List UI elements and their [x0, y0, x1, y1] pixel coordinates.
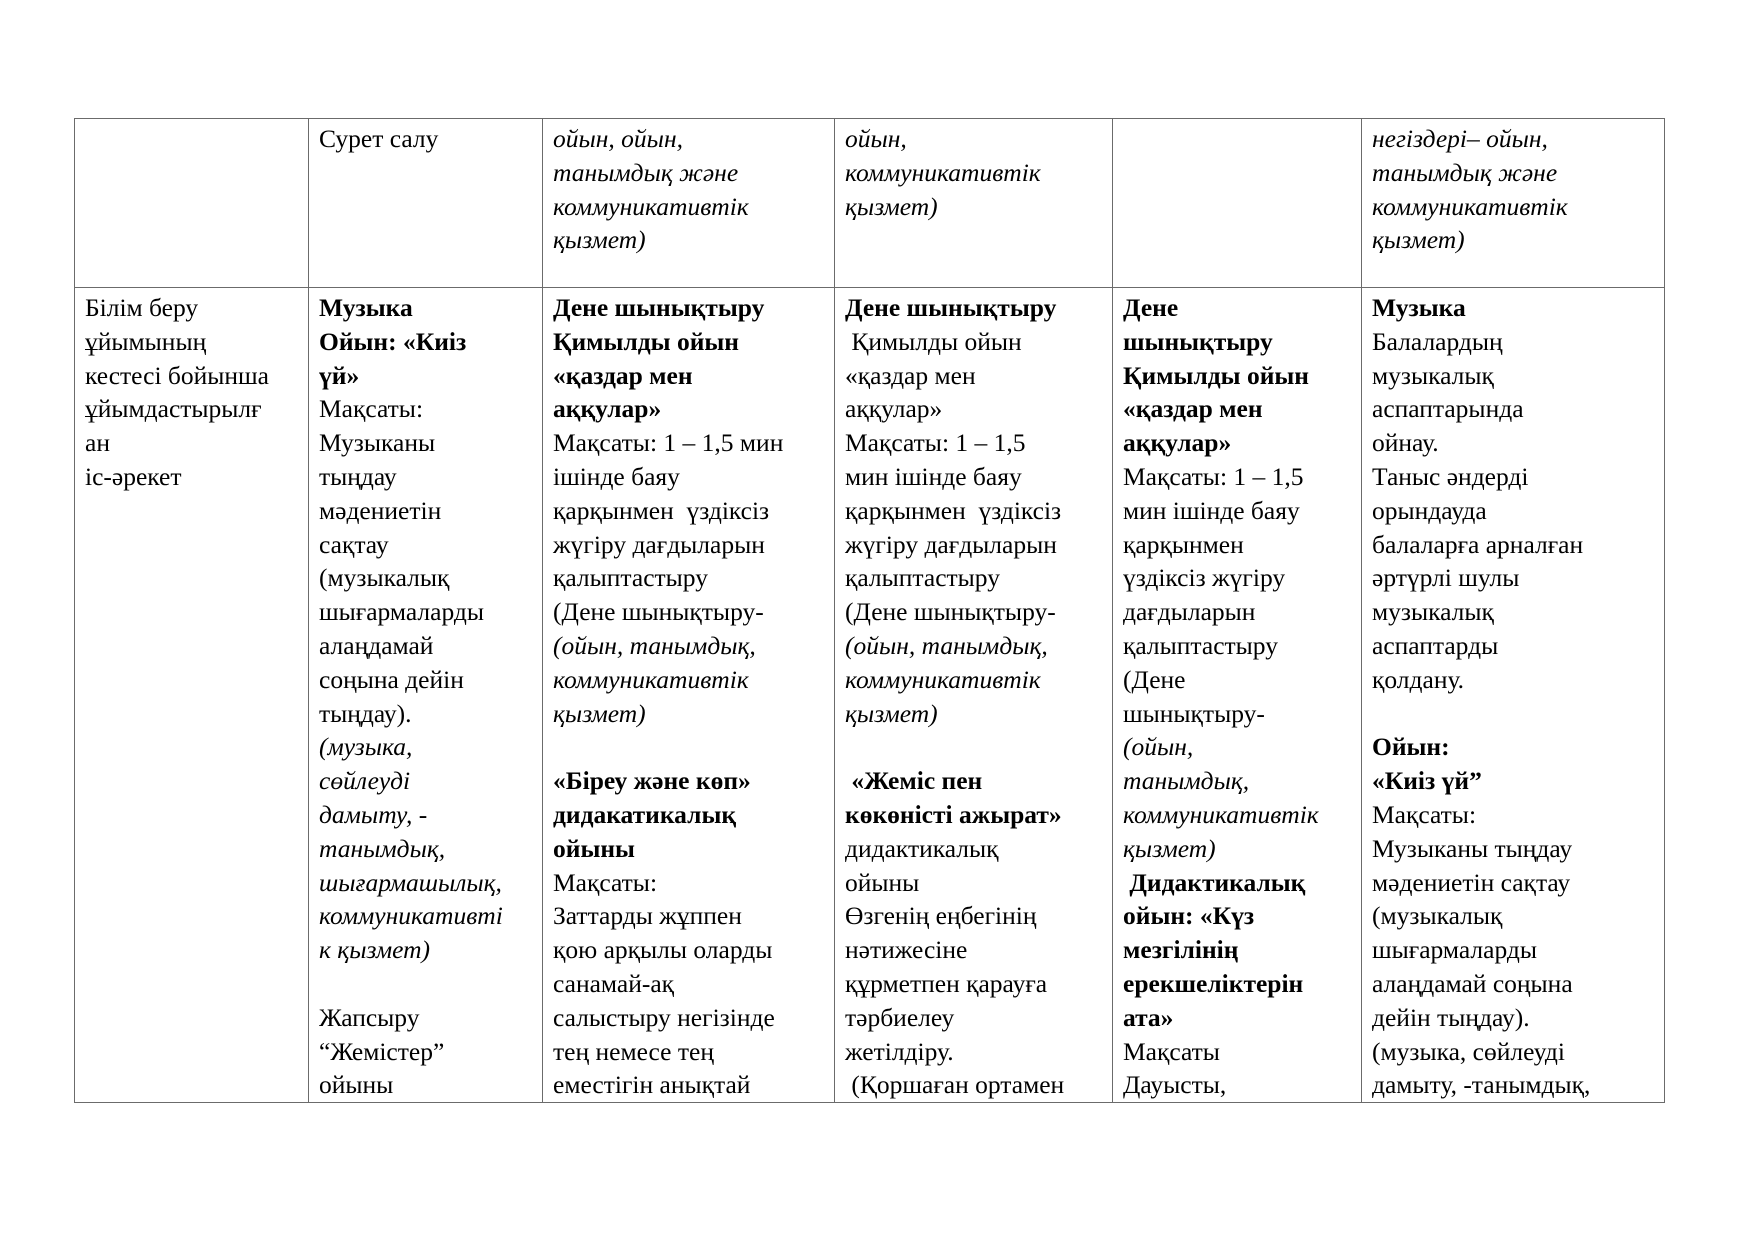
- cell-text-line: тең немесе тең: [553, 1036, 714, 1066]
- cell-text-line: Қимылды ойын: [1123, 360, 1309, 390]
- cell-text-line: (Дене шынықтыру-: [845, 597, 1056, 627]
- cell-text-line: Дидактикалық: [1123, 867, 1306, 897]
- cell-text-line: жүгіру дағдыларын: [845, 529, 1057, 559]
- cell-text-line: үй»: [319, 360, 360, 390]
- cell-text-line: Қимылды ойын: [553, 326, 739, 356]
- cell-text-line: (музыка, сөйлеуді: [1372, 1036, 1565, 1066]
- cell-text-line: (Дене шынықтыру-: [553, 597, 764, 627]
- cell-text-line: Музыканы: [319, 428, 436, 458]
- cell-text-line: аққулар»: [845, 394, 943, 424]
- cell-text-line: негіздері– ойын,: [1372, 124, 1548, 153]
- cell-text-line: (ойын,: [1123, 732, 1194, 762]
- cell-text-line: коммуникативтік: [845, 664, 1041, 694]
- cell-text-line: ұйымдастырылғ: [85, 394, 262, 424]
- cell-text-line: әртүрлі шулы: [1372, 563, 1520, 593]
- cell-text-line: шынықтыру: [1123, 326, 1273, 356]
- cell-text-line: мәдениетін сақтау: [1372, 867, 1571, 897]
- cell-text-line: “Жемістер”: [319, 1036, 445, 1066]
- cell-text-line: қолдану.: [1372, 664, 1465, 694]
- cell-text-line: дамыту, -танымдық,: [1372, 1070, 1591, 1100]
- cell-text-line: (музыкалық: [319, 563, 450, 593]
- table-cell: [1113, 119, 1362, 288]
- cell-text-line: аспаптарды: [1372, 630, 1499, 660]
- cell-text-line: шынықтыру-: [1123, 698, 1265, 728]
- cell-text-line: ойыны: [319, 1070, 394, 1100]
- cell-text-line: (Қоршаған ортамен: [845, 1070, 1065, 1100]
- cell-text-line: Сурет салу: [319, 124, 439, 153]
- cell-text-line: салыстыру негізінде: [553, 1002, 775, 1032]
- cell-text-line: қалыптастыру: [845, 563, 1000, 593]
- cell-text-line: ойнау.: [1372, 428, 1439, 458]
- cell-text-line: музыкалық: [1372, 597, 1494, 627]
- cell-text-line: дейін тыңдау).: [1372, 1002, 1530, 1032]
- cell-text-line: мезгілінің: [1123, 935, 1239, 965]
- cell-text-line: «қаздар мен: [553, 360, 693, 390]
- cell-text-line: Мақсаты:: [553, 867, 658, 897]
- table-cell: [309, 288, 543, 1103]
- cell-text-line: Білім беру: [85, 293, 199, 322]
- cell-text-line: Дене шынықтыру: [845, 293, 1057, 322]
- cell-text-line: Заттарды жұппен: [553, 901, 742, 931]
- cell-text-line: Ойын: «Киіз: [319, 326, 467, 356]
- cell-text-line: ішінде баяу: [553, 461, 680, 491]
- cell-text-line: ойын: «Күз: [1123, 901, 1255, 931]
- cell-text-line: Мақсаты: 1 – 1,5: [845, 428, 1026, 458]
- cell-text-line: шығармаларды: [319, 597, 484, 627]
- table-cell: [75, 119, 309, 288]
- cell-text-line: ойыны: [845, 867, 920, 897]
- cell-text-line: шығармаларды: [1372, 935, 1537, 965]
- cell-text-line: «қаздар мен: [1123, 394, 1263, 424]
- table-cell: [1362, 288, 1665, 1103]
- cell-text-line: коммуникативті: [319, 901, 503, 931]
- cell-text-line: аққулар»: [553, 394, 662, 424]
- cell-text-line: Мақсаты: [1123, 1036, 1220, 1066]
- cell-text-line: «Киіз үй”: [1372, 766, 1482, 796]
- cell-text-line: Дауысты,: [1123, 1070, 1227, 1100]
- cell-text-line: (ойын, танымдық,: [845, 630, 1048, 660]
- cell-text-line: музыкалық: [1372, 360, 1494, 390]
- cell-text-line: Мақсаты:: [1372, 799, 1477, 829]
- cell-text-line: балаларға арналған: [1372, 529, 1584, 559]
- cell-text-line: Ойын:: [1372, 732, 1450, 762]
- cell-text-line: [1372, 697, 1654, 731]
- cell-text-line: коммуникативтік: [1123, 799, 1319, 829]
- cell-text-line: мин ішінде баяу: [845, 461, 1022, 491]
- cell-text-line: соңына дейін: [319, 664, 464, 694]
- cell-text-line: санамай-ақ: [553, 968, 675, 998]
- cell-text-line: коммуникативтік: [553, 664, 749, 694]
- cell-text-line: ойыны: [553, 833, 635, 863]
- cell-text-line: қызмет): [1372, 225, 1465, 255]
- cell-text-line: коммуникативтік: [845, 157, 1041, 187]
- cell-text-line: алаңдамай: [319, 630, 434, 660]
- cell-text-line: қарқынмен: [1123, 529, 1244, 559]
- cell-text-line: коммуникативтік: [553, 191, 749, 221]
- table-cell: [543, 119, 835, 288]
- cell-text-line: Таныс әндерді: [1372, 461, 1529, 491]
- cell-text-line: к қызмет): [319, 935, 430, 965]
- cell-text-line: «Жеміс пен: [845, 766, 983, 796]
- table-row: [75, 119, 1665, 288]
- cell-text-line: ан: [85, 428, 110, 458]
- cell-text-line: (музыка,: [319, 732, 413, 762]
- cell-text-line: Мақсаты: 1 – 1,5: [1123, 461, 1304, 491]
- table-cell: [835, 119, 1113, 288]
- cell-text-line: іс-әрекет: [85, 461, 182, 491]
- cell-text-line: Балалардың: [1372, 326, 1503, 356]
- cell-text-line: сөйлеуді: [319, 766, 411, 796]
- cell-text-line: Мақсаты:: [319, 394, 424, 424]
- cell-text-line: Өзгенің еңбегінің: [845, 901, 1037, 931]
- table-cell: [75, 288, 309, 1103]
- cell-text-line: [319, 967, 532, 1001]
- cell-text-line: нәтижесіне: [845, 935, 968, 965]
- table-cell: [309, 119, 543, 288]
- cell-text-line: сақтау: [319, 529, 389, 559]
- table-cell: [1113, 288, 1362, 1103]
- cell-text-line: (ойын, танымдық,: [553, 630, 756, 660]
- cell-text-line: танымдық,: [1123, 766, 1250, 796]
- cell-text-line: жүгіру дағдыларын: [553, 529, 765, 559]
- cell-text-line: Мақсаты: 1 – 1,5 мин: [553, 428, 784, 458]
- cell-text-line: (Дене: [1123, 664, 1186, 694]
- cell-text-line: ойын,: [845, 124, 907, 153]
- cell-text-line: қалыптастыру: [553, 563, 708, 593]
- cell-text-line: қызмет): [845, 698, 938, 728]
- cell-text-line: ата»: [1123, 1002, 1174, 1032]
- cell-text-line: дағдыларын: [1123, 597, 1256, 627]
- cell-text-line: алаңдамай соңына: [1372, 968, 1573, 998]
- cell-text-line: «Біреу және көп»: [553, 766, 751, 796]
- cell-text-line: қою арқылы оларды: [553, 935, 773, 965]
- cell-text-line: аспаптарында: [1372, 394, 1524, 424]
- cell-text-line: (музыкалық: [1372, 901, 1503, 931]
- cell-text-line: аққулар»: [1123, 428, 1232, 458]
- table-cell: [543, 288, 835, 1103]
- cell-text-line: Музыканы тыңдау: [1372, 833, 1573, 863]
- cell-text-line: тәрбиелеу: [845, 1002, 955, 1032]
- cell-text-line: қарқынмен үздіксіз: [845, 495, 1062, 525]
- cell-text-line: Дене шынықтыру: [553, 293, 765, 322]
- cell-text-line: жетілдіру.: [845, 1036, 954, 1066]
- cell-text-line: еместігін анықтай: [553, 1070, 751, 1100]
- table-row: [75, 288, 1665, 1103]
- cell-text-line: [845, 730, 1102, 764]
- cell-text-line: кестесі бойынша: [85, 360, 270, 390]
- cell-text-line: Музыка: [319, 293, 413, 322]
- cell-text-line: Жапсыру: [319, 1002, 420, 1032]
- cell-text-line: танымдық және: [553, 157, 739, 187]
- cell-text-line: үздіксіз жүгіру: [1123, 563, 1286, 593]
- cell-text-line: қалыптастыру: [1123, 630, 1278, 660]
- cell-text-line: Музыка: [1372, 293, 1466, 322]
- cell-text-line: қарқынмен үздіксіз: [553, 495, 770, 525]
- plan-table: [74, 118, 1665, 1103]
- cell-text-line: қызмет): [845, 191, 938, 221]
- cell-text-line: шығармашылық,: [319, 867, 502, 897]
- cell-text-line: «қаздар мен: [845, 360, 976, 390]
- cell-text-line: ойын, ойын,: [553, 124, 683, 153]
- cell-text-line: дамыту, -: [319, 799, 428, 829]
- cell-text-line: танымдық және: [1372, 157, 1558, 187]
- cell-text-line: танымдық,: [319, 833, 446, 863]
- cell-text-line: қызмет): [1123, 833, 1216, 863]
- cell-text-line: Қимылды ойын: [845, 326, 1022, 356]
- cell-text-line: қызмет): [553, 698, 646, 728]
- cell-text-line: құрметпен қарауға: [845, 968, 1048, 998]
- cell-text-line: мин ішінде баяу: [1123, 495, 1300, 525]
- cell-text-line: мәдениетін: [319, 495, 442, 525]
- cell-text-line: тыңдау).: [319, 698, 412, 728]
- cell-text-line: ерекшеліктерін: [1123, 968, 1304, 998]
- cell-text-line: Дене: [1123, 293, 1179, 322]
- cell-text-line: орындауда: [1372, 495, 1487, 525]
- cell-text-line: қызмет): [553, 225, 646, 255]
- cell-text-line: көкөністі ажырат»: [845, 799, 1062, 829]
- table-cell: [835, 288, 1113, 1103]
- cell-text-line: коммуникативтік: [1372, 191, 1568, 221]
- cell-text-line: ұйымының: [85, 326, 207, 356]
- cell-text-line: тыңдау: [319, 461, 397, 491]
- cell-text-line: дидакатикалық: [553, 799, 737, 829]
- cell-text-line: [553, 730, 824, 764]
- cell-text-line: дидактикалық: [845, 833, 999, 863]
- table-cell: [1362, 119, 1665, 288]
